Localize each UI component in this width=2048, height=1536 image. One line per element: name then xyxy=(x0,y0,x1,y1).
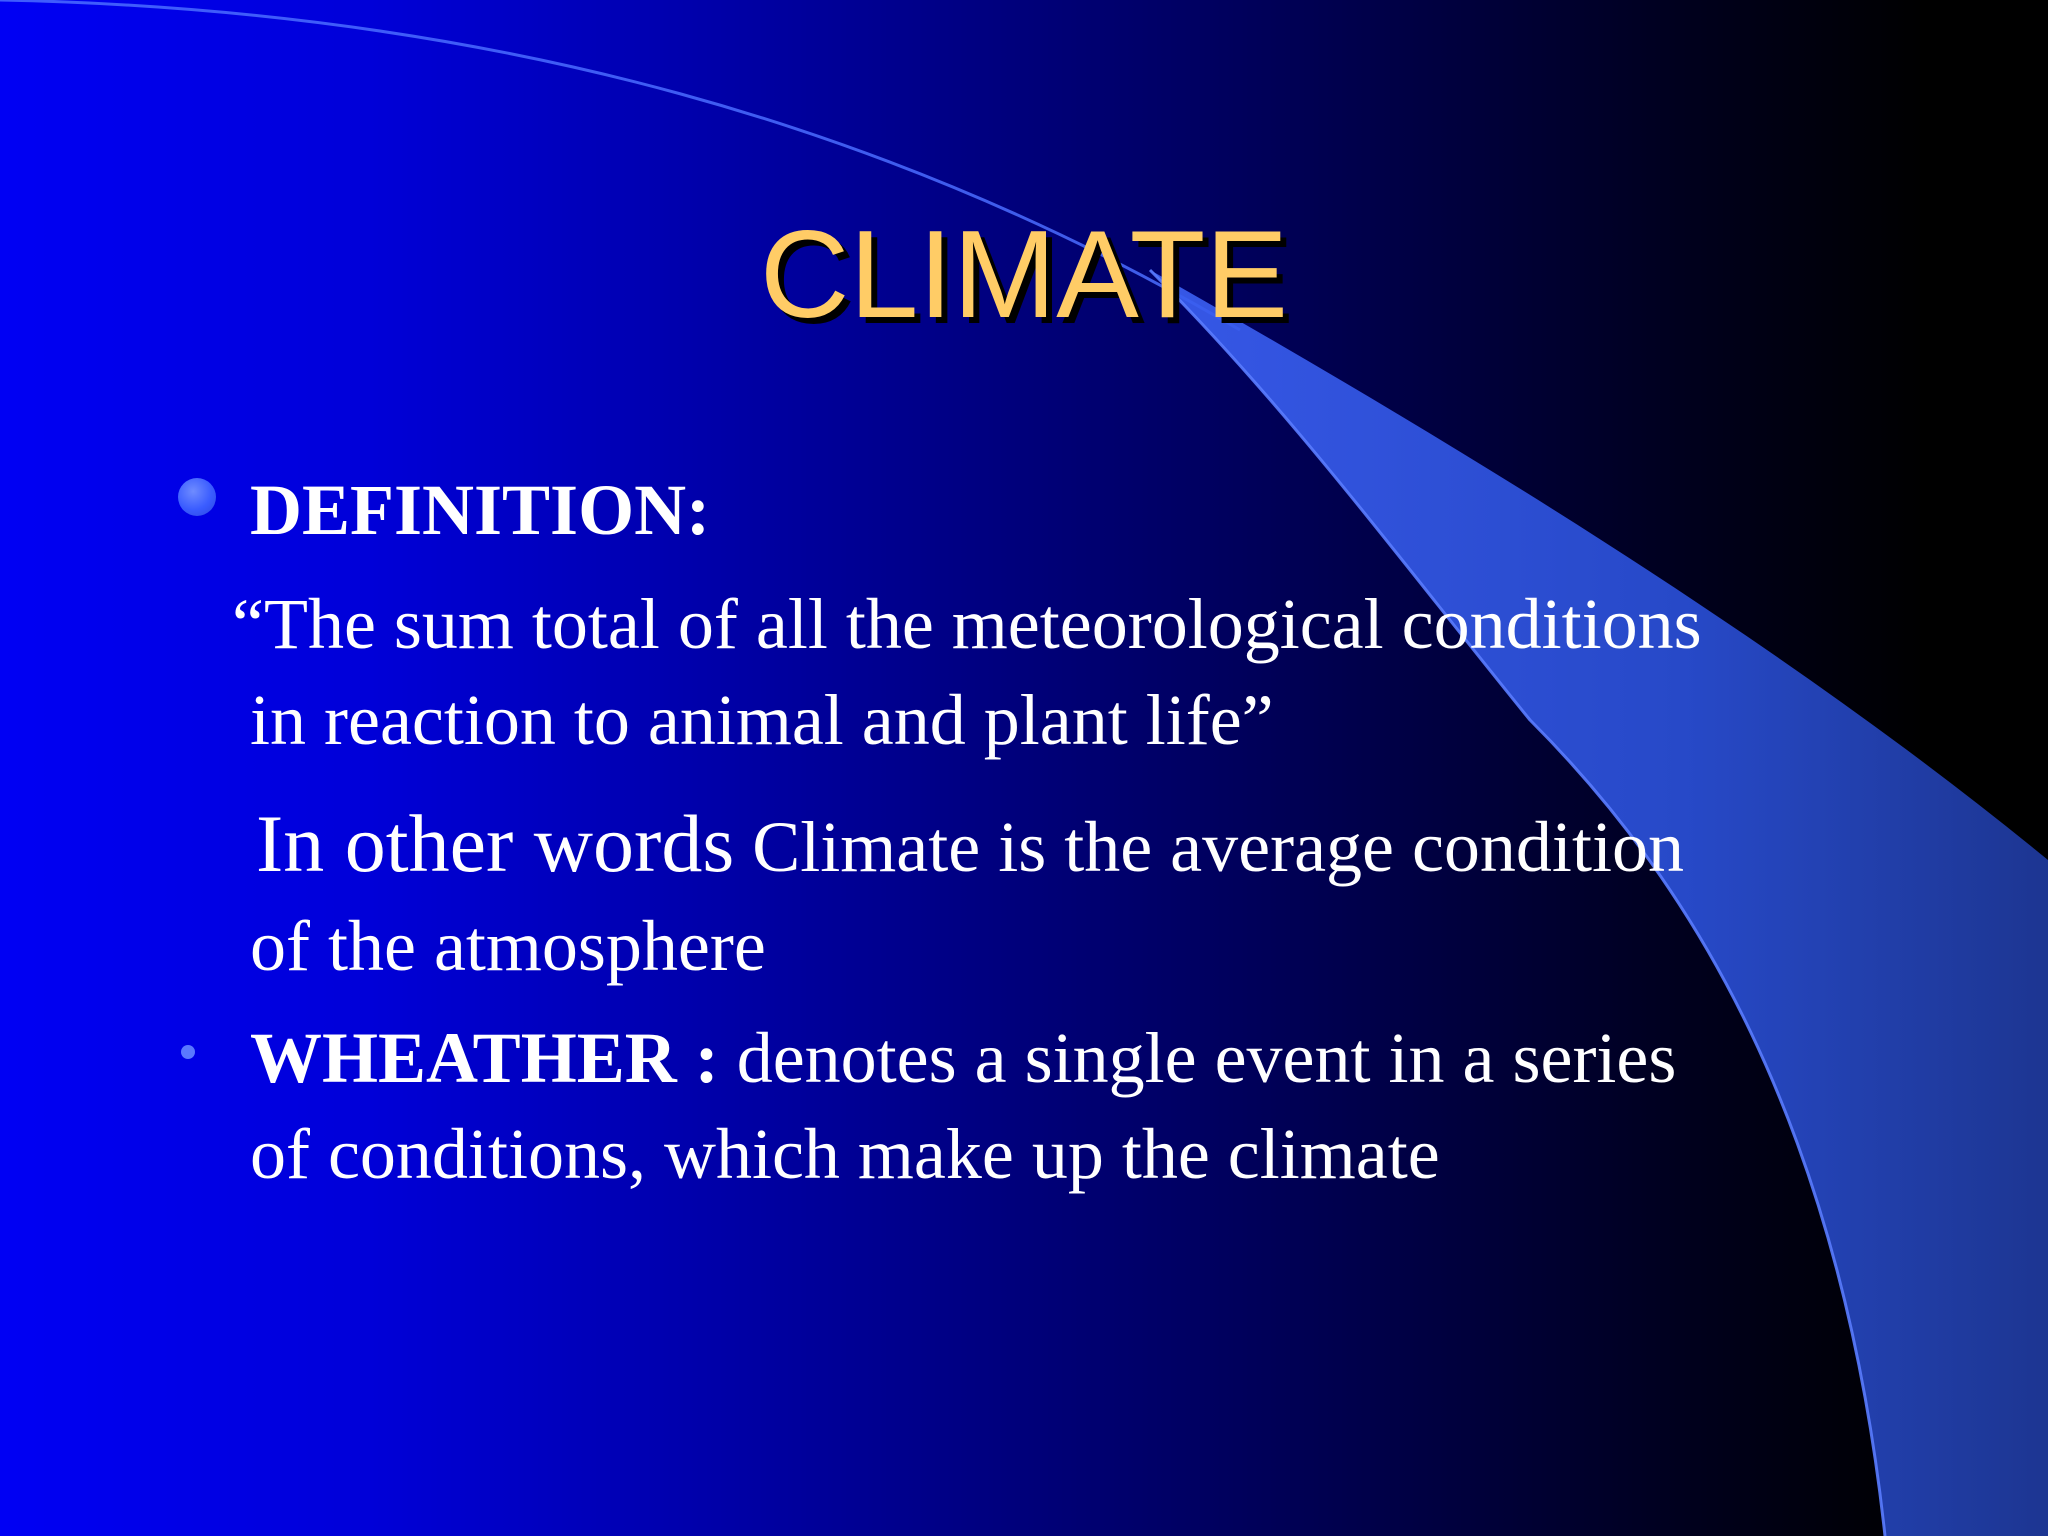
slide-title: CLIMATE xyxy=(759,206,1289,344)
definition-heading: DEFINITION: xyxy=(250,470,711,550)
weather-line-1 xyxy=(250,1018,1676,1098)
weather-line-2: of conditions, which make up the climate xyxy=(250,1114,1440,1194)
bullet-icon xyxy=(178,478,216,516)
weather-rest: denotes a single event in a series xyxy=(718,1018,1677,1098)
other-words-lead: In other words xyxy=(256,798,735,889)
other-words-line-2: of the atmosphere xyxy=(250,906,766,986)
other-words-line-1 xyxy=(256,800,1684,911)
definition-line-2: in reaction to animal and plant life” xyxy=(250,680,1274,760)
weather-heading: WHEATHER : xyxy=(250,1018,719,1098)
other-words-rest: Climate is the average condition xyxy=(734,807,1684,887)
definition-line-1: “The sum total of all the meteorological conditions xyxy=(232,584,1702,664)
bullet-icon-small xyxy=(181,1045,195,1059)
